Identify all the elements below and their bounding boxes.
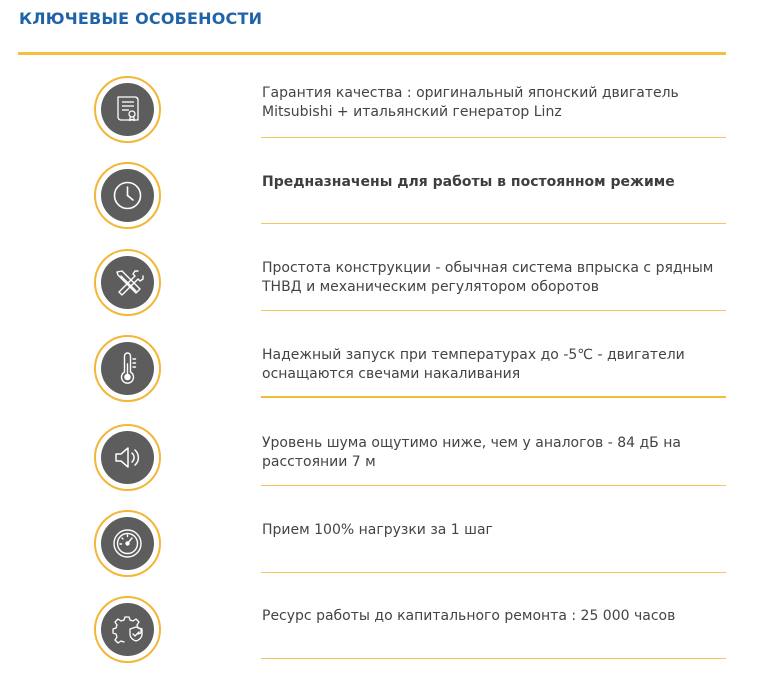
feature-text: Уровень шума ощутимо ниже, чем у аналогов - 84 дБ на расстоянии 7 м xyxy=(262,435,681,470)
feature-icon-badge xyxy=(94,249,161,316)
feature-item xyxy=(0,333,781,419)
feature-icon-badge xyxy=(94,596,161,663)
feature-icon-badge xyxy=(94,335,161,402)
feature-icon-badge xyxy=(94,510,161,577)
section-title: КЛЮЧЕВЫЕ ОСОБЕНОСТИ xyxy=(19,9,263,28)
feature-item xyxy=(0,74,781,160)
feature-divider xyxy=(261,310,726,311)
feature-divider xyxy=(261,223,726,224)
feature-text: Надежный запуск при температурах до -5℃ - двигатели оснащаются свечами накаливания xyxy=(262,347,685,382)
feature-item xyxy=(0,508,781,594)
feature-text: Предназначены для работы в постоянном режиме xyxy=(262,174,675,190)
feature-text: Гарантия качества : оригинальный японский двигатель Mitsubishi + итальянский генератор Linz xyxy=(262,85,679,120)
feature-text: Простота конструкции - обычная система впрыска с рядным ТНВД и механическим регулятором оборотов xyxy=(262,260,714,295)
tools-icon xyxy=(101,256,154,309)
feature-icon-badge xyxy=(94,76,161,143)
feature-icon-badge xyxy=(94,162,161,229)
feature-divider xyxy=(261,396,726,398)
speaker-icon xyxy=(101,431,154,484)
feature-icon-badge xyxy=(94,424,161,491)
certificate-icon xyxy=(101,83,154,136)
gear-shield-icon xyxy=(101,603,154,656)
feature-divider xyxy=(261,658,726,659)
gauge-icon xyxy=(101,517,154,570)
feature-item xyxy=(0,247,781,333)
title-divider xyxy=(18,52,726,55)
thermometer-icon xyxy=(101,342,154,395)
feature-divider xyxy=(261,572,726,573)
feature-divider xyxy=(261,485,726,486)
feature-text: Ресурс работы до капитального ремонта : 25 000 часов xyxy=(262,608,676,624)
feature-item xyxy=(0,422,781,508)
feature-text: Прием 100% нагрузки за 1 шаг xyxy=(262,522,493,538)
clock-icon xyxy=(101,169,154,222)
feature-divider xyxy=(261,137,726,138)
feature-item xyxy=(0,160,781,246)
feature-item xyxy=(0,594,781,675)
